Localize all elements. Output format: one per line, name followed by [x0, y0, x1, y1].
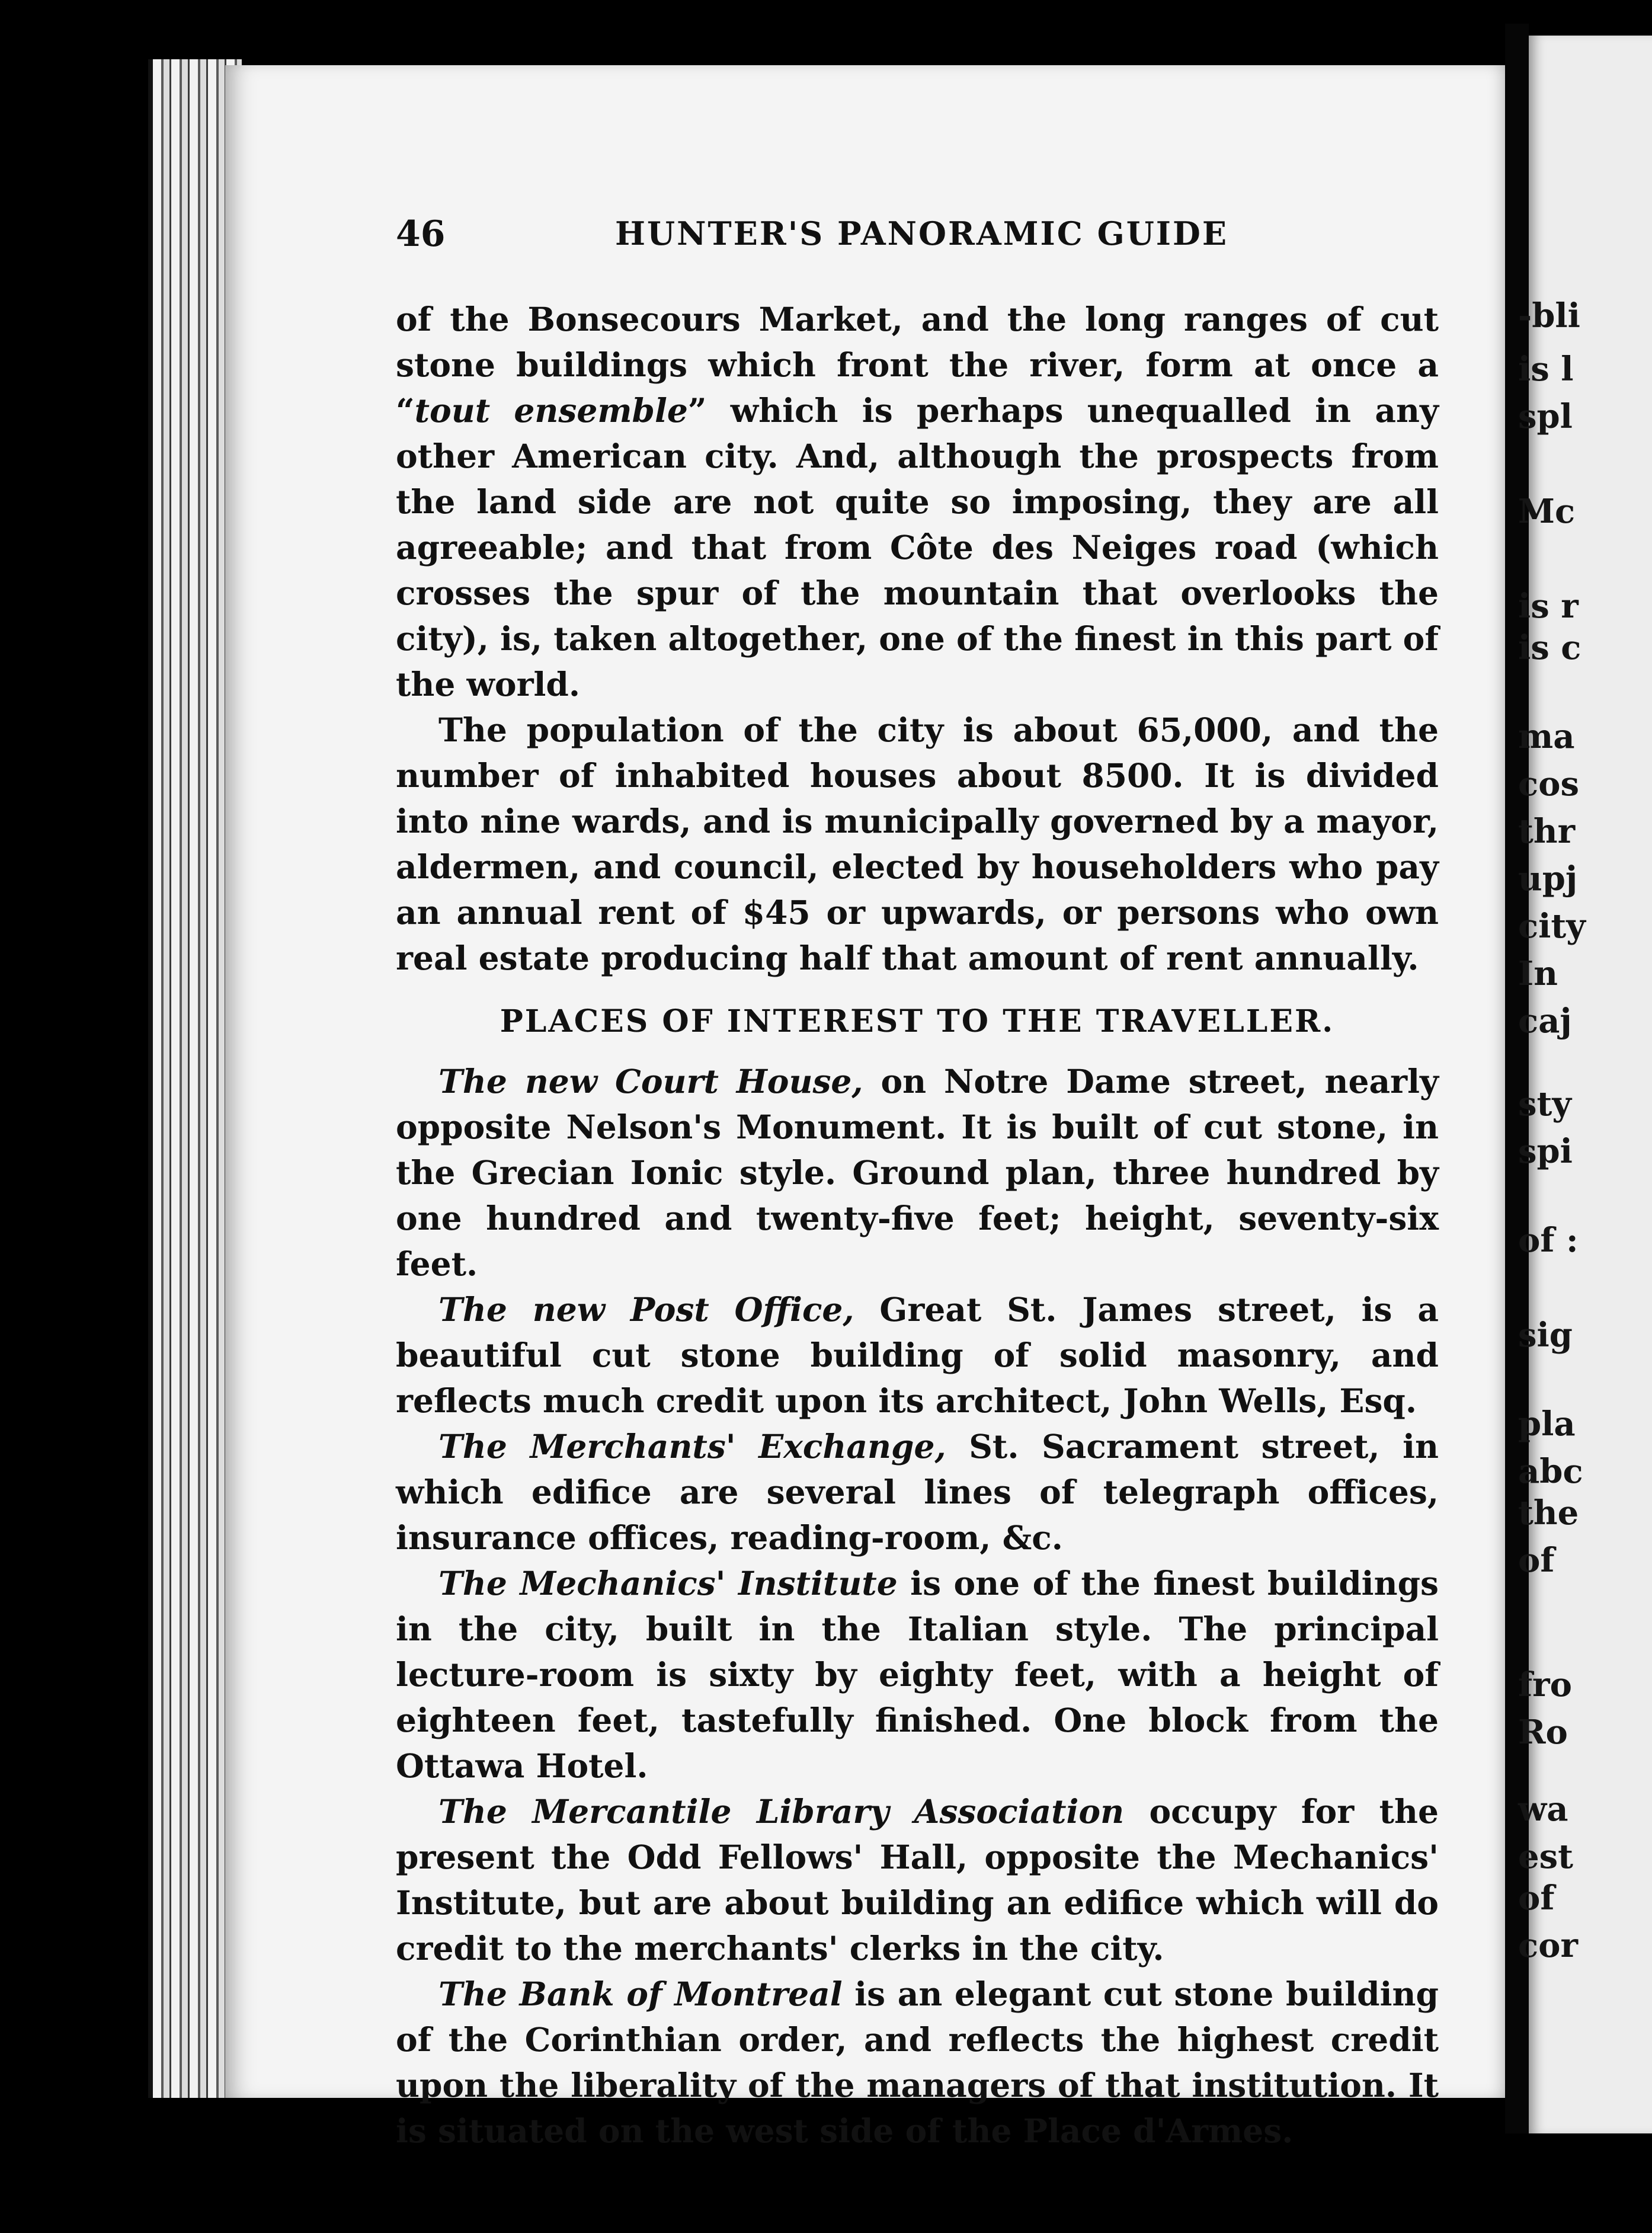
entry-text: occupy for the present the Odd Fellows' Hall, opposite the Mechanics' Institute, but are about building an edifice which will do credit to the merchants' clerks in the city. — [396, 1792, 1439, 1968]
facing-page-fragment: pla — [1518, 1405, 1576, 1444]
facing-page-fragment: the — [1518, 1493, 1579, 1533]
facing-page-fragment: sty — [1518, 1084, 1571, 1124]
facing-page-fragment: spi — [1518, 1132, 1573, 1171]
facing-page-fragment: of — [1518, 1541, 1555, 1580]
entry-text: on Notre Dame street, nearly opposite Nelson's Monument. It is built of cut stone, in the Grecian Ionic style. Ground plan, three hundred by one hundred and twenty-five feet; height, seventy-six feet. — [396, 1062, 1439, 1283]
facing-page-fragment: upj — [1518, 859, 1578, 898]
entry-text: is an elegant cut stone building of the Corinthian order, and reflects the highest credit upon the liberality of the managers of that institution. It is situated on the west side of the Place d'Armes. — [396, 1975, 1439, 2150]
entry-title: The Mechanics' Institute — [438, 1564, 898, 1602]
entry-text: is one of the finest buildings in the city, built in the Italian style. The principal lecture-room is sixty by eighty feet, with a height of eighteen feet, tastefully finished. One block from the Ottawa Hotel. — [396, 1564, 1439, 1785]
facing-page-fragment: of : — [1518, 1221, 1579, 1260]
facing-page-fragment: of — [1518, 1879, 1555, 1918]
facing-page-fragment: caj — [1518, 1002, 1572, 1041]
facing-page-fragment: sig — [1518, 1316, 1573, 1355]
entry-bank-of-montreal — [396, 1971, 1439, 2154]
entry-title: The new Court House, — [438, 1062, 863, 1100]
facing-page-fragment: thr — [1518, 812, 1576, 851]
facing-page-fragment: cos — [1518, 764, 1579, 804]
facing-page-fragment: city — [1518, 907, 1586, 946]
facing-page-fragment: cor — [1518, 1926, 1578, 1965]
facing-page-fragment: est — [1518, 1837, 1574, 1876]
entry-mercantile-library — [396, 1789, 1439, 1971]
paragraph-1: of the Bonsecours Market, and the long ranges of cut stone buildings which front the river, form at once a “tout ensemble” which is perhaps unequalled in any other American city. And, although the prospects from the land side are not quite so imposing, they are all agreeable; and that from Côte des Neiges road (which crosses the spur of the mountain that overlooks the city), is, taken altogether, one of the finest in this part of the world. — [396, 300, 1439, 703]
entry-title: The Bank of Montreal — [438, 1975, 843, 2013]
facing-page-fragment: is c — [1518, 628, 1581, 667]
facing-page-fragment: Ro — [1518, 1713, 1568, 1752]
facing-page-fragment: -bli — [1518, 296, 1580, 335]
page-number: 46 — [396, 213, 446, 255]
page-header — [396, 213, 1439, 267]
entry-title: The Mercantile Library Association — [438, 1792, 1125, 1831]
page-body — [396, 296, 1439, 2154]
running-title: HUNTER'S PANORAMIC GUIDE — [615, 215, 1229, 252]
facing-page-fragment: spl — [1518, 397, 1573, 436]
entry-title: The new Post Office, — [438, 1290, 854, 1329]
facing-page-fragment: abc — [1518, 1452, 1583, 1491]
entry-court-house — [396, 1058, 1439, 1287]
facing-page-fragment: wa — [1518, 1790, 1568, 1829]
entry-post-office — [396, 1287, 1439, 1423]
facing-page-fragment: is l — [1518, 350, 1574, 389]
facing-page-fragment: Mc — [1518, 492, 1576, 531]
facing-page-fragment: fro — [1518, 1665, 1572, 1704]
facing-page-fragment: In — [1518, 954, 1558, 993]
facing-page-fragment: ma — [1518, 717, 1575, 756]
entry-mechanics-institute — [396, 1560, 1439, 1789]
facing-page-fragment: is r — [1518, 587, 1579, 626]
section-heading: PLACES OF INTEREST TO THE TRAVELLER. — [500, 1003, 1335, 1039]
italic-phrase: tout ensemble — [414, 391, 688, 430]
entry-merchants-exchange — [396, 1423, 1439, 1560]
book-page-right-partial — [1518, 36, 1652, 2133]
entry-text: Great St. James street, is a beautiful cut stone building of solid masonry, and reflects much credit upon its architect, John Wells, Esq. — [396, 1290, 1439, 1420]
entry-text: St. Sacrament street, in which edifice are several lines of telegraph offices, insurance offices, reading-room, &c. — [396, 1427, 1439, 1557]
entry-title: The Merchants' Exchange, — [438, 1427, 946, 1466]
paragraph-2: The population of the city is about 65,000, and the number of inhabited houses about 8500. It is divided into nine wards, and is municipally governed by a mayor, aldermen, and council, elected by householders who pay an annual rent of $45 or upwards, or persons who own real estate producing half that amount of rent annually. — [396, 711, 1439, 977]
